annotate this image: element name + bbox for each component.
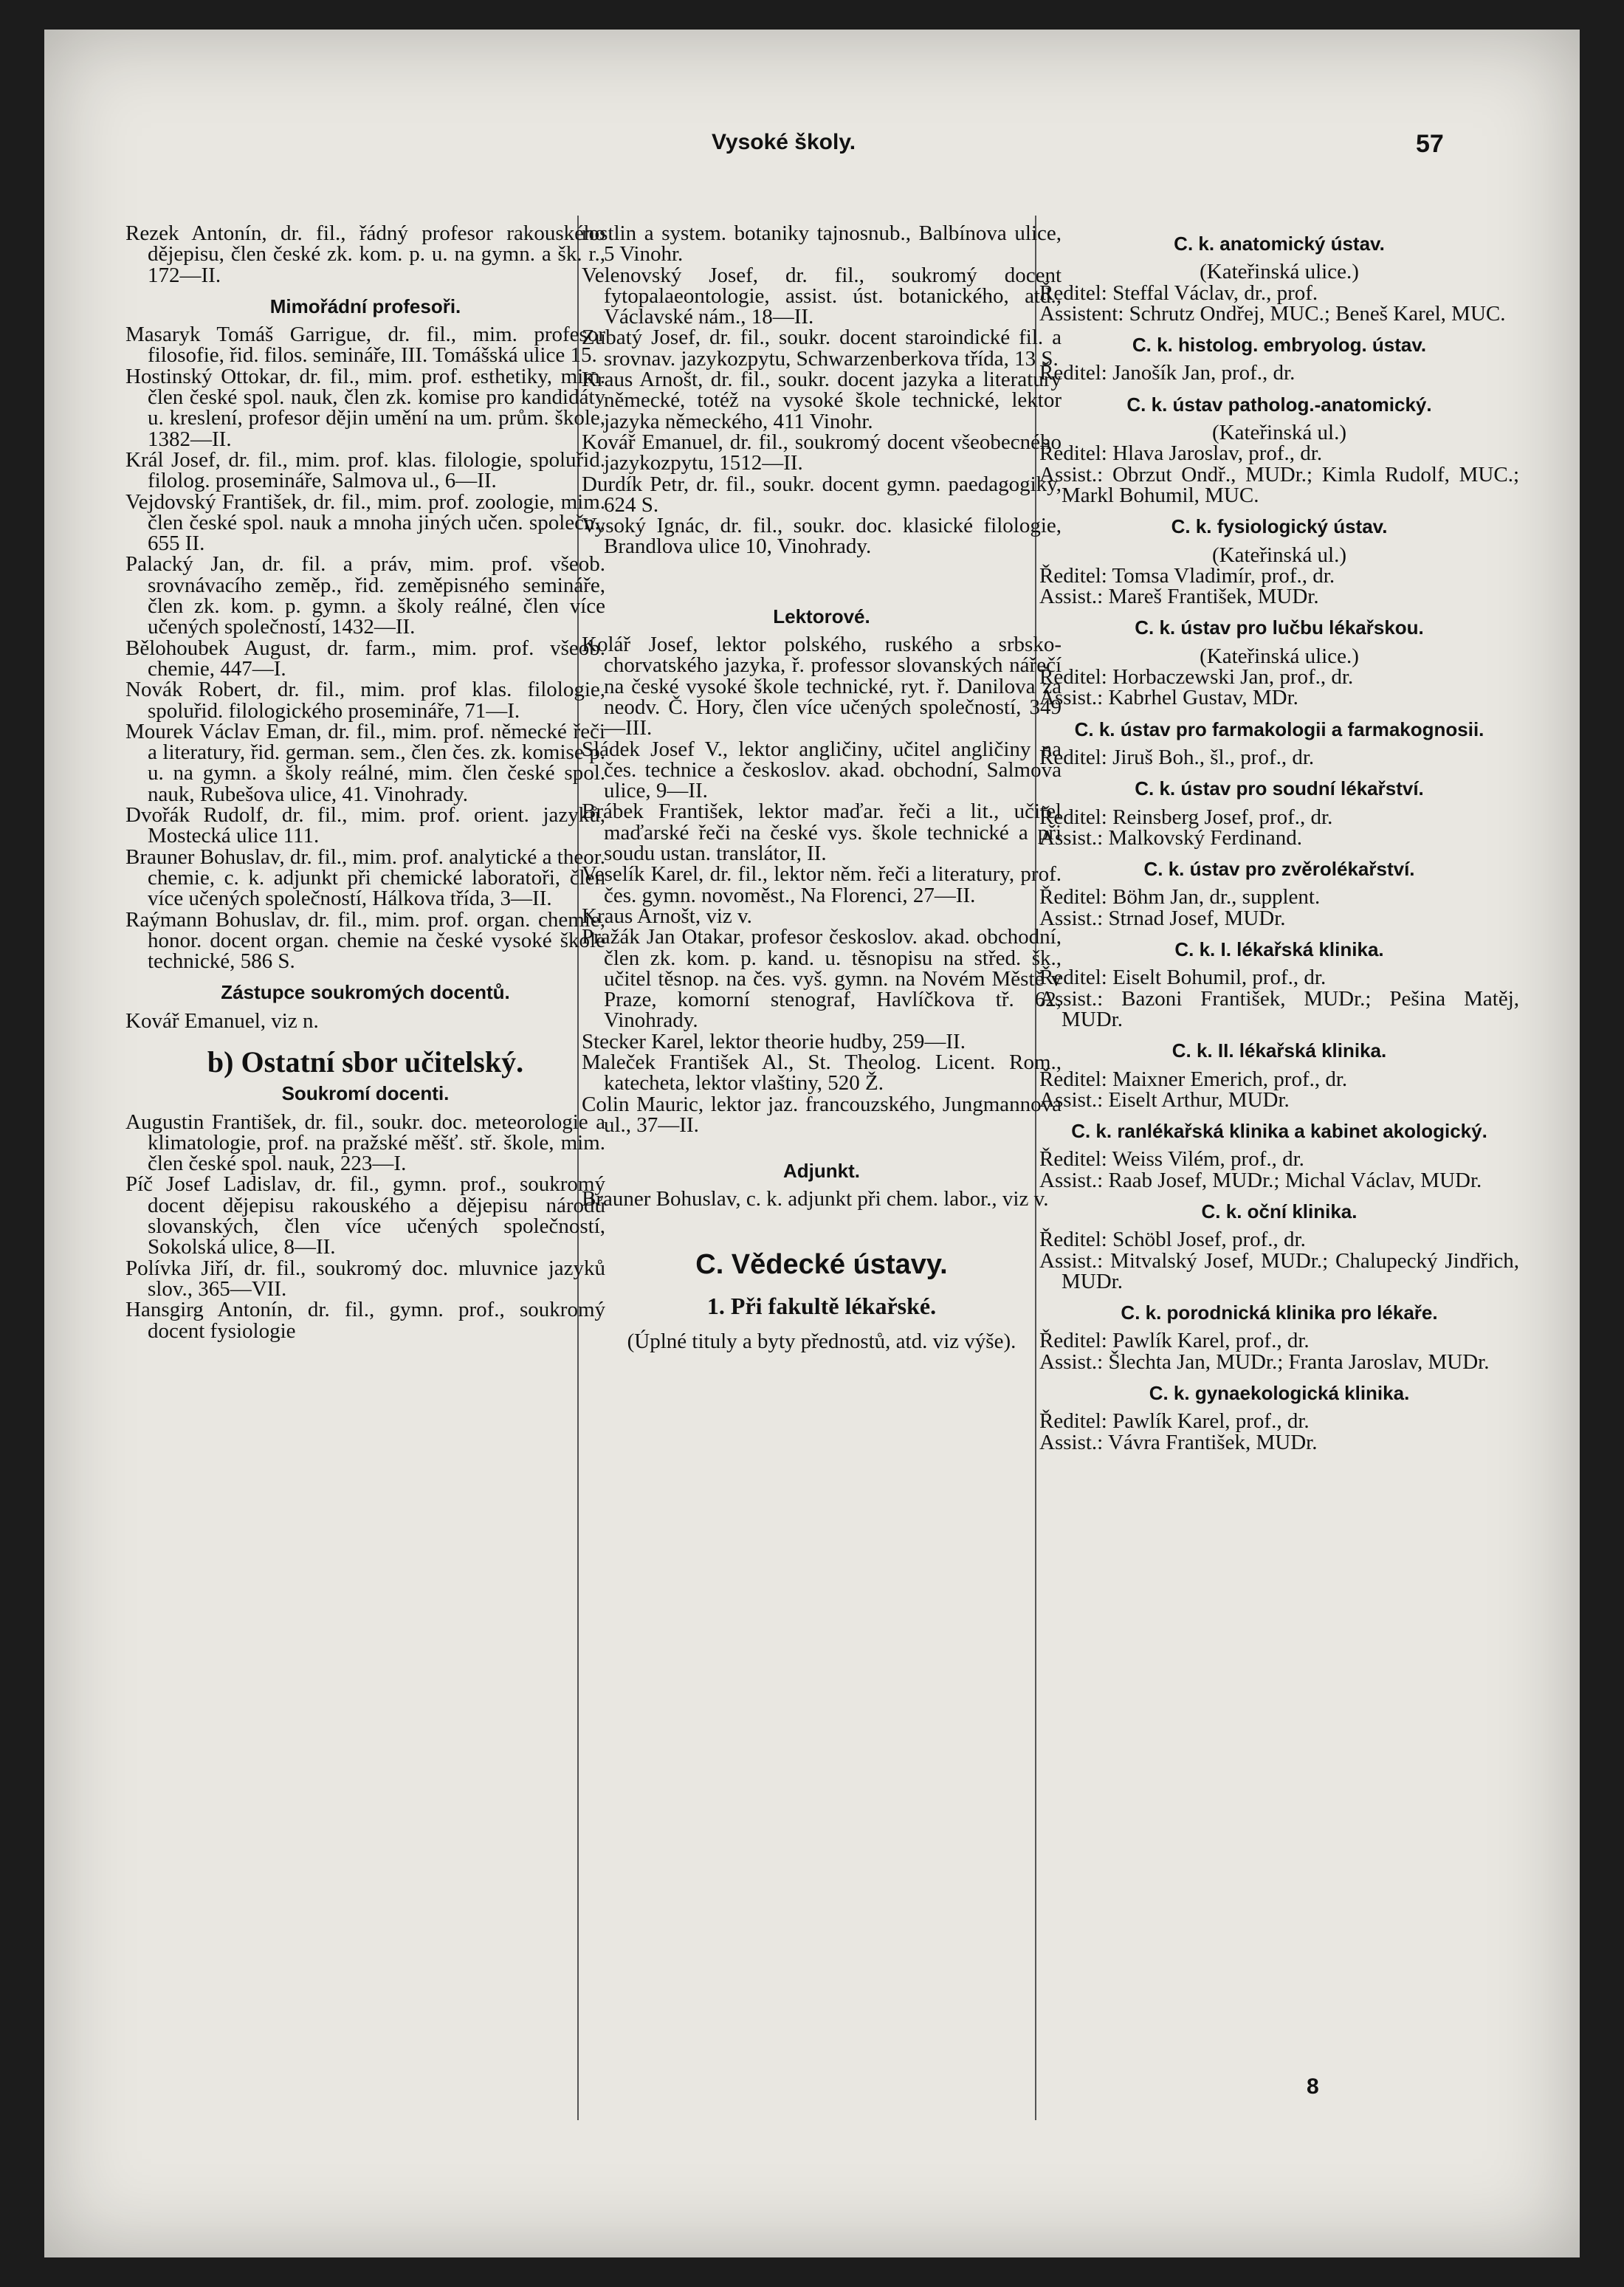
heading-lektorove: Lektorové. (773, 605, 870, 627)
signature-number: 8 (1307, 2074, 1319, 2099)
entry: Dvořák Rudolf, dr. fil., mim. prof. orient. jazyků, Mostecká ulice 111. (125, 803, 605, 848)
institute-title: C. k. ústav pro zvěrolékařství. (1143, 858, 1415, 881)
entry: Hostinský Ottokar, dr. fil., mim. prof. esthetiky, mim. člen české spol. nauk, člen zk. komise pro kandidáty u. kreslení, profesor dějin umění na um. prům. škole, 1382—II. (125, 364, 605, 451)
entry: Colin Mauric, lektor jaz. francouzského, Jungmannova ul., 37—II. (582, 1092, 1062, 1137)
entry: Assist.: Mitvalský Josef, MUDr.; Chalupecký Jindřich, MUDr. (1039, 1248, 1519, 1293)
entry: Mourek Václav Eman, dr. fil., mim. prof. německé řeči a literatury, řid. german. sem., člen čes. zk. komise p. u. na gymn. a školy reálné, mim. člen české spol. nauk, Rubešova ulice, 41. Vinohrady. (125, 719, 605, 806)
entry: Brauner Bohuslav, c. k. adjunkt při chem. labor., viz v. (582, 1187, 1049, 1211)
column-1 (125, 223, 605, 1341)
entry: Velenovský Josef, dr. fil., soukromý docent fytopalaeontologie, assist. úst. botanického, atd., Václavské nám., 18—II. (582, 263, 1062, 329)
entry: Zubatý Josef, dr. fil., soukr. docent staroindické fil. a srovnav. jazykozpytu, Schwarzenberkova třída, 13 S. (582, 326, 1062, 371)
column-3 (1039, 223, 1519, 1453)
institute-address: (Kateřinská ul.) (1212, 543, 1346, 567)
institute-title: C. k. porodnická klinika pro lékaře. (1121, 1301, 1438, 1324)
heading-mimoradni-profesori: Mimořádní profesoři. (269, 295, 461, 317)
entry: Ředitel: Pawlík Karel, prof., dr. (1039, 1409, 1310, 1434)
entry: Ředitel: Schöbl Josef, prof., dr. (1039, 1228, 1306, 1252)
entry: Hansgirg Antonín, dr. fil., gymn. prof., soukromý docent fysiologie (125, 1298, 605, 1343)
entry: Assist.: Strnad Josef, MUDr. (1039, 906, 1286, 930)
entry: Ředitel: Steffal Václav, dr., prof. (1039, 281, 1318, 305)
heading-adjunkt: Adjunkt. (783, 1160, 860, 1183)
entry: rostlin a system. botaniky tajnosnub., Balbínova ulice, 5 Vinohr. (582, 221, 1062, 266)
entry: Durdík Petr, dr. fil., soukr. docent gymn. paedagogiky, 624 S. (582, 472, 1062, 517)
entry: Assist.: Eiselt Arthur, MUDr. (1039, 1087, 1290, 1112)
entry: Brauner Bohuslav, dr. fil., mim. prof. analytické a theor. chemie, c. k. adjunkt při chemické laboratoři, člen více učených společností, Hálkova třída, 3—II. (125, 845, 605, 911)
section-b-title: b) Ostatní sbor učitelský. (207, 1045, 524, 1079)
entry: Masaryk Tomáš Garrigue, dr. fil., mim. profesor filosofie, řid. filos. semináře, III. Tomášská ulice 15. (125, 323, 605, 368)
institute-title: C. k. gynaekologická klinika. (1149, 1382, 1410, 1405)
entry: Polívka Jiří, dr. fil., soukromý doc. mluvnice jazyků slov., 365—VII. (125, 1256, 605, 1301)
entry: Novák Robert, dr. fil., mim. prof klas. filologie, spoluřid. filologického prosemináře, 71—I. (125, 678, 605, 723)
document-page (44, 30, 1580, 2257)
institute-address: (Kateřinská ulice.) (1200, 260, 1359, 284)
institute-title: C. k. fysiologický ústav. (1171, 515, 1388, 538)
entry: Assist.: Bazoni František, MUDr.; Pešina Matěj, MUDr. (1039, 986, 1519, 1031)
institute-address: (Kateřinská ul.) (1212, 421, 1346, 445)
entry: Assist.: Raab Josef, MUDr.; Michal Václav, MUDr. (1039, 1168, 1482, 1192)
entry: Vysoký Ignác, dr. fil., soukr. doc. klasické filologie, Brandlova ulice 10, Vinohrady. (582, 514, 1062, 559)
entry: Král Josef, dr. fil., mim. prof. klas. filologie, spoluřid. filolog. prosemináře, Salmova ul., 6—II. (125, 447, 605, 493)
entry: Assist.: Vávra František, MUDr. (1039, 1430, 1318, 1454)
entry: Vejdovský František, dr. fil., mim. prof. zoologie, mim. člen české spol. nauk a mnoha jiných učen. společn., 655 II. (125, 489, 605, 556)
note: (Úplné tituly a byty přednostů, atd. viz výše). (627, 1330, 1016, 1354)
entry: Brábek František, lektor maďar. řeči a lit., učitel maďarské řeči na české vys. škole technické a při soudu ustan. translátor, II. (582, 799, 1062, 866)
entry: Assist.: Mareš František, MUDr. (1039, 585, 1319, 609)
entry: Rezek Antonín, dr. fil., řádný profesor rakouského dějepisu, člen české zk. kom. p. u. na gymn. a šk. r., 172—II. (125, 221, 605, 287)
institute-title: C. k. ústav patholog.-anatomický. (1126, 393, 1432, 416)
column-2 (582, 223, 1062, 1360)
institute-title: C. k. ranlékařská klinika a kabinet akologický. (1071, 1120, 1487, 1143)
entry: Sládek Josef V., lektor angličiny, učitel angličiny na čes. technice a českoslov. akad. obchodní, Salmova ulice, 9—II. (582, 737, 1062, 803)
page-number: 57 (1416, 130, 1444, 158)
entry: Píč Josef Ladislav, dr. fil., gymn. prof., soukromý docent dějepisu rakouského a dějepisu národů slovanských, člen více učených společností, Sokolská ulice, 8—II. (125, 1172, 605, 1259)
entry: Ředitel: Tomsa Vladimír, prof., dr. (1039, 563, 1335, 588)
entry: Ředitel: Maixner Emerich, prof., dr. (1039, 1067, 1348, 1091)
entry: Assist.: Kabrhel Gustav, MDr. (1039, 686, 1298, 710)
institute-title: C. k. II. lékařská klinika. (1171, 1039, 1387, 1062)
entry: Kovář Emanuel, dr. fil., soukromý docent všeobecného jazykozpytu, 1512—II. (582, 430, 1062, 475)
heading-zastupce: Zástupce soukromých docentů. (221, 981, 510, 1004)
entry: Kraus Arnošt, viz v. (582, 904, 752, 928)
entry: Ředitel: Pawlík Karel, prof., dr. (1039, 1329, 1310, 1353)
entry: Veselík Karel, dr. fil., lektor něm. řeči a literatury, prof. čes. gymn. novoměst., Na Florenci, 27—II. (582, 862, 1062, 907)
institute-title: C. k. ústav pro soudní lékařství. (1135, 777, 1424, 800)
entry: Ředitel: Horbaczewski Jan, prof., dr. (1039, 665, 1354, 689)
entry: Palacký Jan, dr. fil. a práv, mim. prof. všeob. srovnávacího zeměp., řid. zeměpisného semináře, člen zk. kom. p. gymn. a školy reálné, člen více učených společností, 1432—II. (125, 552, 605, 639)
entry: Assist.: Obrzut Ondř., MUDr.; Kimla Rudolf, MUC.; Markl Bohumil, MUC. (1039, 462, 1519, 507)
institute-title: C. k. anatomický ústav. (1174, 233, 1385, 255)
entry: Ředitel: Eiselt Bohumil, prof., dr. (1039, 966, 1327, 990)
entry: Bělohoubek August, dr. farm., mim. prof. všeob. chemie, 447—I. (125, 636, 605, 681)
entry: Pražák Jan Otakar, profesor českoslov. akad. obchodní, člen zk. kom. p. kand. u. těsnopisu na střed. šk., učitel těsnop. na čes. vyš. gymn. na Novém Městě v Praze, komorní stenograf, Havlíčkova tř. 62, Vinohrady. (582, 925, 1062, 1033)
entry: Ředitel: Jiruš Boh., šl., prof., dr. (1039, 745, 1315, 769)
entry: Maleček František Al., St. Theolog. Licent. Rom., katecheta, lektor vlaštiny, 520 Ž. (582, 1050, 1062, 1096)
entry: Stecker Karel, lektor theorie hudby, 259—II. (582, 1029, 966, 1053)
institute-title: C. k. oční klinika. (1201, 1200, 1358, 1222)
entry: Assist.: Šlechta Jan, MUDr.; Franta Jaroslav, MUDr. (1039, 1349, 1490, 1374)
institute-address: (Kateřinská ulice.) (1200, 644, 1359, 668)
entry: Augustin František, dr. fil., soukr. doc. meteorologie a klimatologie, prof. na pražské měšť. stř. škole, mim. člen české spol. nauk, 223—I. (125, 1110, 605, 1176)
entry: Kolář Josef, lektor polského, ruského a srbsko-chorvatského jazyka, ř. professor slovanských nářečí na české vysoké škole technické, ryt. ř. Danilova za neodv. Č. Hory, člen více učených společností, 349—III. (582, 633, 1062, 740)
entry: Kraus Arnošt, dr. fil., soukr. docent jazyka a literatury německé, totéž na vysoké škole technické, lektor jazyka německého, 411 Vinohr. (582, 368, 1062, 433)
running-head (44, 130, 1580, 174)
institute-title: C. k. ústav pro farmakologii a farmakognosii. (1074, 718, 1484, 740)
entry: Ředitel: Janošík Jan, prof., dr. (1039, 361, 1296, 385)
entry: Ředitel: Böhm Jan, dr., supplent. (1039, 885, 1321, 909)
running-head-title: Vysoké školy. (712, 130, 856, 154)
entry: Ředitel: Hlava Jaroslav, prof., dr. (1039, 441, 1323, 466)
section-c-title: C. Vědecké ústavy. (695, 1248, 948, 1280)
entry: Ředitel: Reinsberg Josef, prof., dr. (1039, 805, 1333, 829)
entry: Assistent: Schrutz Ondřej, MUC.; Beneš Karel, MUC. (1039, 301, 1506, 326)
institute-title: C. k. histolog. embryolog. ústav. (1132, 334, 1427, 357)
institute-title: C. k. I. lékařská klinika. (1174, 938, 1384, 961)
subsection-1-title: 1. Při fakultě lékařské. (706, 1293, 937, 1320)
entry: Kovář Emanuel, viz n. (125, 1008, 319, 1033)
entry: Raýmann Bohuslav, dr. fil., mim. prof. organ. chemie, honor. docent organ. chemie na české vysoké škole technické, 586 S. (125, 907, 605, 974)
entry: Assist.: Malkovský Ferdinand. (1039, 825, 1303, 850)
entry: Ředitel: Weiss Vilém, prof., dr. (1039, 1147, 1304, 1172)
heading-soukromi-docenti: Soukromí docenti. (281, 1082, 450, 1105)
institute-title: C. k. ústav pro lučbu lékařskou. (1135, 616, 1424, 639)
